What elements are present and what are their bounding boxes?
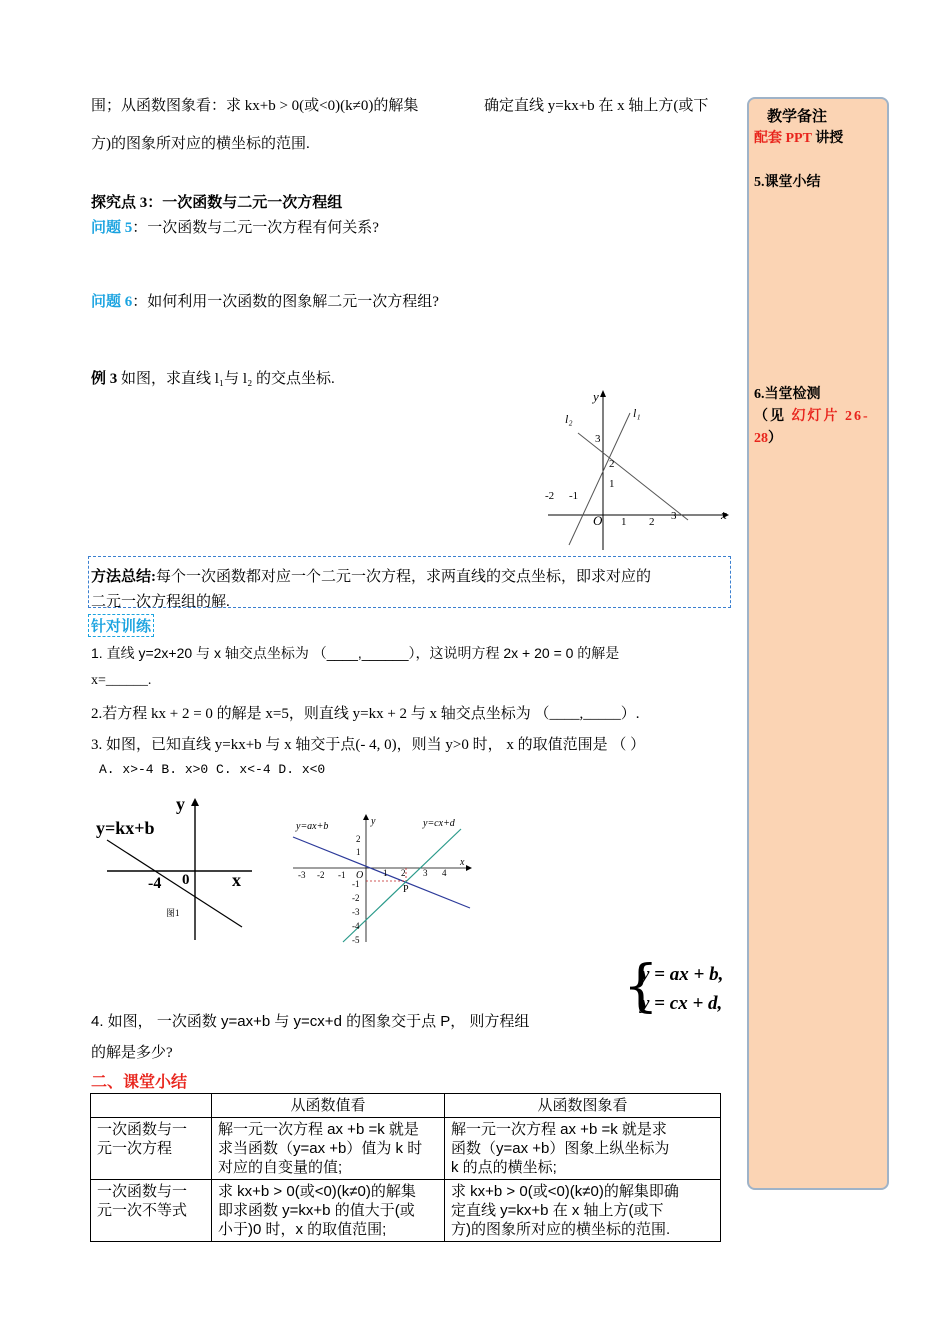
fig3-xt-neg2: -2 — [317, 870, 325, 880]
axis-y-label: y — [593, 389, 599, 404]
fig3-yt-neg4: -4 — [352, 921, 360, 931]
cell-line: 小于)0 时，x 的取值范围; — [218, 1221, 387, 1238]
question6 — [91, 290, 439, 311]
cell-line: 函数（y=ax +b）图象上纵坐标为 — [451, 1140, 670, 1157]
fig3-y-label: y — [371, 816, 376, 827]
fig3-xt-neg1: -1 — [338, 870, 346, 880]
fig2-neg4: -4 — [148, 875, 162, 892]
sidebar-ppt — [754, 127, 843, 147]
table-cell — [212, 1118, 445, 1180]
summary-table — [90, 1093, 721, 1242]
table-cell — [91, 1180, 212, 1242]
table-cell — [91, 1094, 212, 1118]
fig2-y-label: y — [176, 794, 185, 814]
cell-line: k 的点的横坐标; — [451, 1159, 557, 1176]
figure-two-lines-p — [288, 812, 478, 944]
fig3-yt-neg1: -1 — [352, 879, 360, 889]
sidebar-ppt-red: 配套 PPT — [754, 131, 812, 146]
fig3-xt-1: 1 — [383, 868, 388, 878]
sidebar-item5: 5.课堂小结 — [754, 175, 821, 190]
figure-l1-l2 — [543, 385, 733, 555]
table-row — [91, 1180, 721, 1242]
cell-line: 求当函数（y=ax +b）值为 k 时 — [218, 1140, 423, 1157]
intro-line2: 方)的图象所对应的横坐标的范围. — [91, 136, 310, 152]
q5-label: 问题 5 — [91, 220, 133, 236]
training-q3: 3. 如图，已知直线 y=kx+b 与 x 轴交于点(- 4, 0)，则当 y>0 时， x 的取值范围是 （ ） — [91, 737, 646, 753]
label-l1: l₁ — [633, 406, 641, 420]
figure-kx-b — [92, 792, 262, 944]
sidebar-item6: 6.当堂检测 — [754, 387, 821, 402]
equation-system — [623, 954, 733, 1020]
sidebar-see-c: 28 — [754, 431, 768, 446]
intro-line1b: 确定直线 y=kx+b 在 x 轴上方(或下 — [484, 98, 709, 114]
label-l2: l₂ — [565, 412, 573, 426]
training-q1b: x=______. — [91, 673, 152, 688]
training-q4a: 4. 如图， 一次函数 y=ax+b 与 y=cx+d 的图象交于点 P， 则方程组 — [91, 1013, 530, 1030]
cell-line: 定直线 y=kx+b 在 x 轴上方(或下 — [451, 1202, 664, 1219]
explore3-title: 探究点 3：一次函数与二元一次方程组 — [91, 195, 343, 211]
fig3-xt-3: 3 — [423, 868, 428, 878]
sidebar-see-d: ） — [768, 431, 782, 446]
fig3-point-p: P — [403, 884, 409, 895]
method-line1 — [91, 565, 651, 586]
fig2-zero: 0 — [182, 872, 190, 888]
system-eq2: y = cx + d, — [641, 993, 723, 1014]
training-q4b: 的解是多少? — [91, 1045, 173, 1061]
sidebar-title: 教学备注 — [767, 109, 828, 125]
y-tick-1: 1 — [609, 478, 615, 490]
fig3-yt-neg2: -2 — [352, 893, 360, 903]
method-line2: 二元一次方程组的解. — [91, 594, 230, 610]
training-title: 针对训练 — [88, 614, 154, 637]
cell-line: 一次函数与一 — [97, 1183, 188, 1200]
fig2-eq: y=kx+b — [96, 818, 155, 838]
cell-line: 元一次不等式 — [97, 1202, 188, 1219]
x-tick-neg2: -2 — [545, 490, 555, 502]
q5-text: ：一次函数与二元一次方程有何关系? — [132, 220, 379, 236]
system-eq1: y = ax + b, — [641, 964, 724, 985]
cell-line: 一次函数与一 — [97, 1121, 188, 1138]
fig3-eq1: y=ax+b — [296, 821, 329, 832]
sidebar-see — [754, 405, 870, 425]
table-cell — [445, 1118, 721, 1180]
fig3-xt-neg3: -3 — [298, 870, 306, 880]
cell-line: 求 kx+b > 0(或<0)(k≠0)的解集 — [218, 1183, 416, 1200]
fig2-x-label: x — [232, 870, 241, 890]
line-cx-d — [343, 829, 461, 942]
fig3-yt-2: 2 — [356, 834, 361, 844]
y-tick-2: 2 — [609, 458, 615, 470]
cell-line: 即求函数 y=kx+b 的值大于(或 — [218, 1202, 415, 1219]
example3-text: 如图，求直线 l₁与 l₂ 的交点坐标. — [117, 371, 335, 387]
fig3-yt-neg3: -3 — [352, 907, 360, 917]
cell-line: 解一元一次方程 ax +b =k 就是求 — [451, 1121, 667, 1138]
table-header-value: 从函数值看 — [212, 1094, 445, 1118]
training-q1a: 1. 直线 y=2x+20 与 x 轴交点坐标为 （____,______），这说明方程 2x + 20 = 0 的解是 — [91, 645, 620, 661]
cell-line: 求 kx+b > 0(或<0)(k≠0)的解集即确 — [451, 1183, 679, 1200]
cell-line: 对应的自变量的值; — [218, 1159, 343, 1176]
fig3-x-label: x — [460, 857, 465, 868]
sidebar-see2 — [754, 427, 782, 447]
q6-text: ：如何利用一次函数的图象解二元一次方程组? — [132, 294, 439, 310]
system-brace: { — [623, 954, 659, 1019]
method-text1: 每个一次函数都对应一个二元一次方程，求两直线的交点坐标，即求对应的 — [156, 569, 652, 585]
x-tick-1: 1 — [621, 516, 627, 528]
sidebar-ppt-black: 讲授 — [811, 131, 844, 146]
axis-x-label: x — [721, 507, 727, 522]
line-l2 — [578, 433, 688, 520]
teaching-notes-sidebar — [747, 97, 889, 1190]
x-tick-3: 3 — [671, 510, 677, 522]
cell-line: 方)的图象所对应的横坐标的范围. — [451, 1221, 671, 1238]
fig3-xt-4: 4 — [442, 868, 447, 878]
x-tick-neg1: -1 — [569, 490, 579, 502]
q6-label: 问题 6 — [91, 294, 133, 310]
table-cell — [445, 1180, 721, 1242]
fig3-xt-2: 2 — [401, 868, 406, 878]
fig3-eq2: y=cx+d — [423, 818, 455, 829]
origin-label: O — [593, 513, 603, 528]
x-tick-2: 2 — [649, 516, 655, 528]
summary-title: 二、课堂小结 — [91, 1074, 188, 1091]
fig3-yt-neg5: -5 — [352, 935, 360, 944]
cell-line: 解一元一次方程 ax +b =k 就是 — [218, 1121, 419, 1138]
training-q3-options: A. x>-4 B. x>0 C. x<-4 D. x<0 — [99, 762, 326, 777]
method-label: 方法总结: — [91, 569, 156, 585]
sidebar-see-a: （见 — [754, 409, 786, 424]
question5 — [91, 216, 379, 237]
example3-label: 例 3 — [91, 371, 118, 387]
fig3-yt-1: 1 — [356, 847, 361, 857]
fig2-caption: 图1 — [166, 908, 180, 918]
sidebar-see-b: 幻灯片 26- — [786, 409, 870, 424]
table-row — [91, 1118, 721, 1180]
table-header-graph: 从函数图象看 — [445, 1094, 721, 1118]
y-tick-3: 3 — [595, 433, 601, 445]
cell-line: 元一次方程 — [97, 1140, 173, 1157]
table-row — [91, 1094, 721, 1118]
training-q2: 2.若方程 kx + 2 = 0 的解是 x=5，则直线 y=kx + 2 与 x 轴交点坐标为 （____,_____）. — [91, 706, 640, 722]
fig3-origin: O — [356, 870, 364, 881]
example3 — [91, 367, 335, 388]
intro-line1a: 围；从函数图象看：求 kx+b > 0(或<0)(k≠0)的解集 — [91, 98, 419, 114]
table-cell — [212, 1180, 445, 1242]
table-cell — [91, 1118, 212, 1180]
